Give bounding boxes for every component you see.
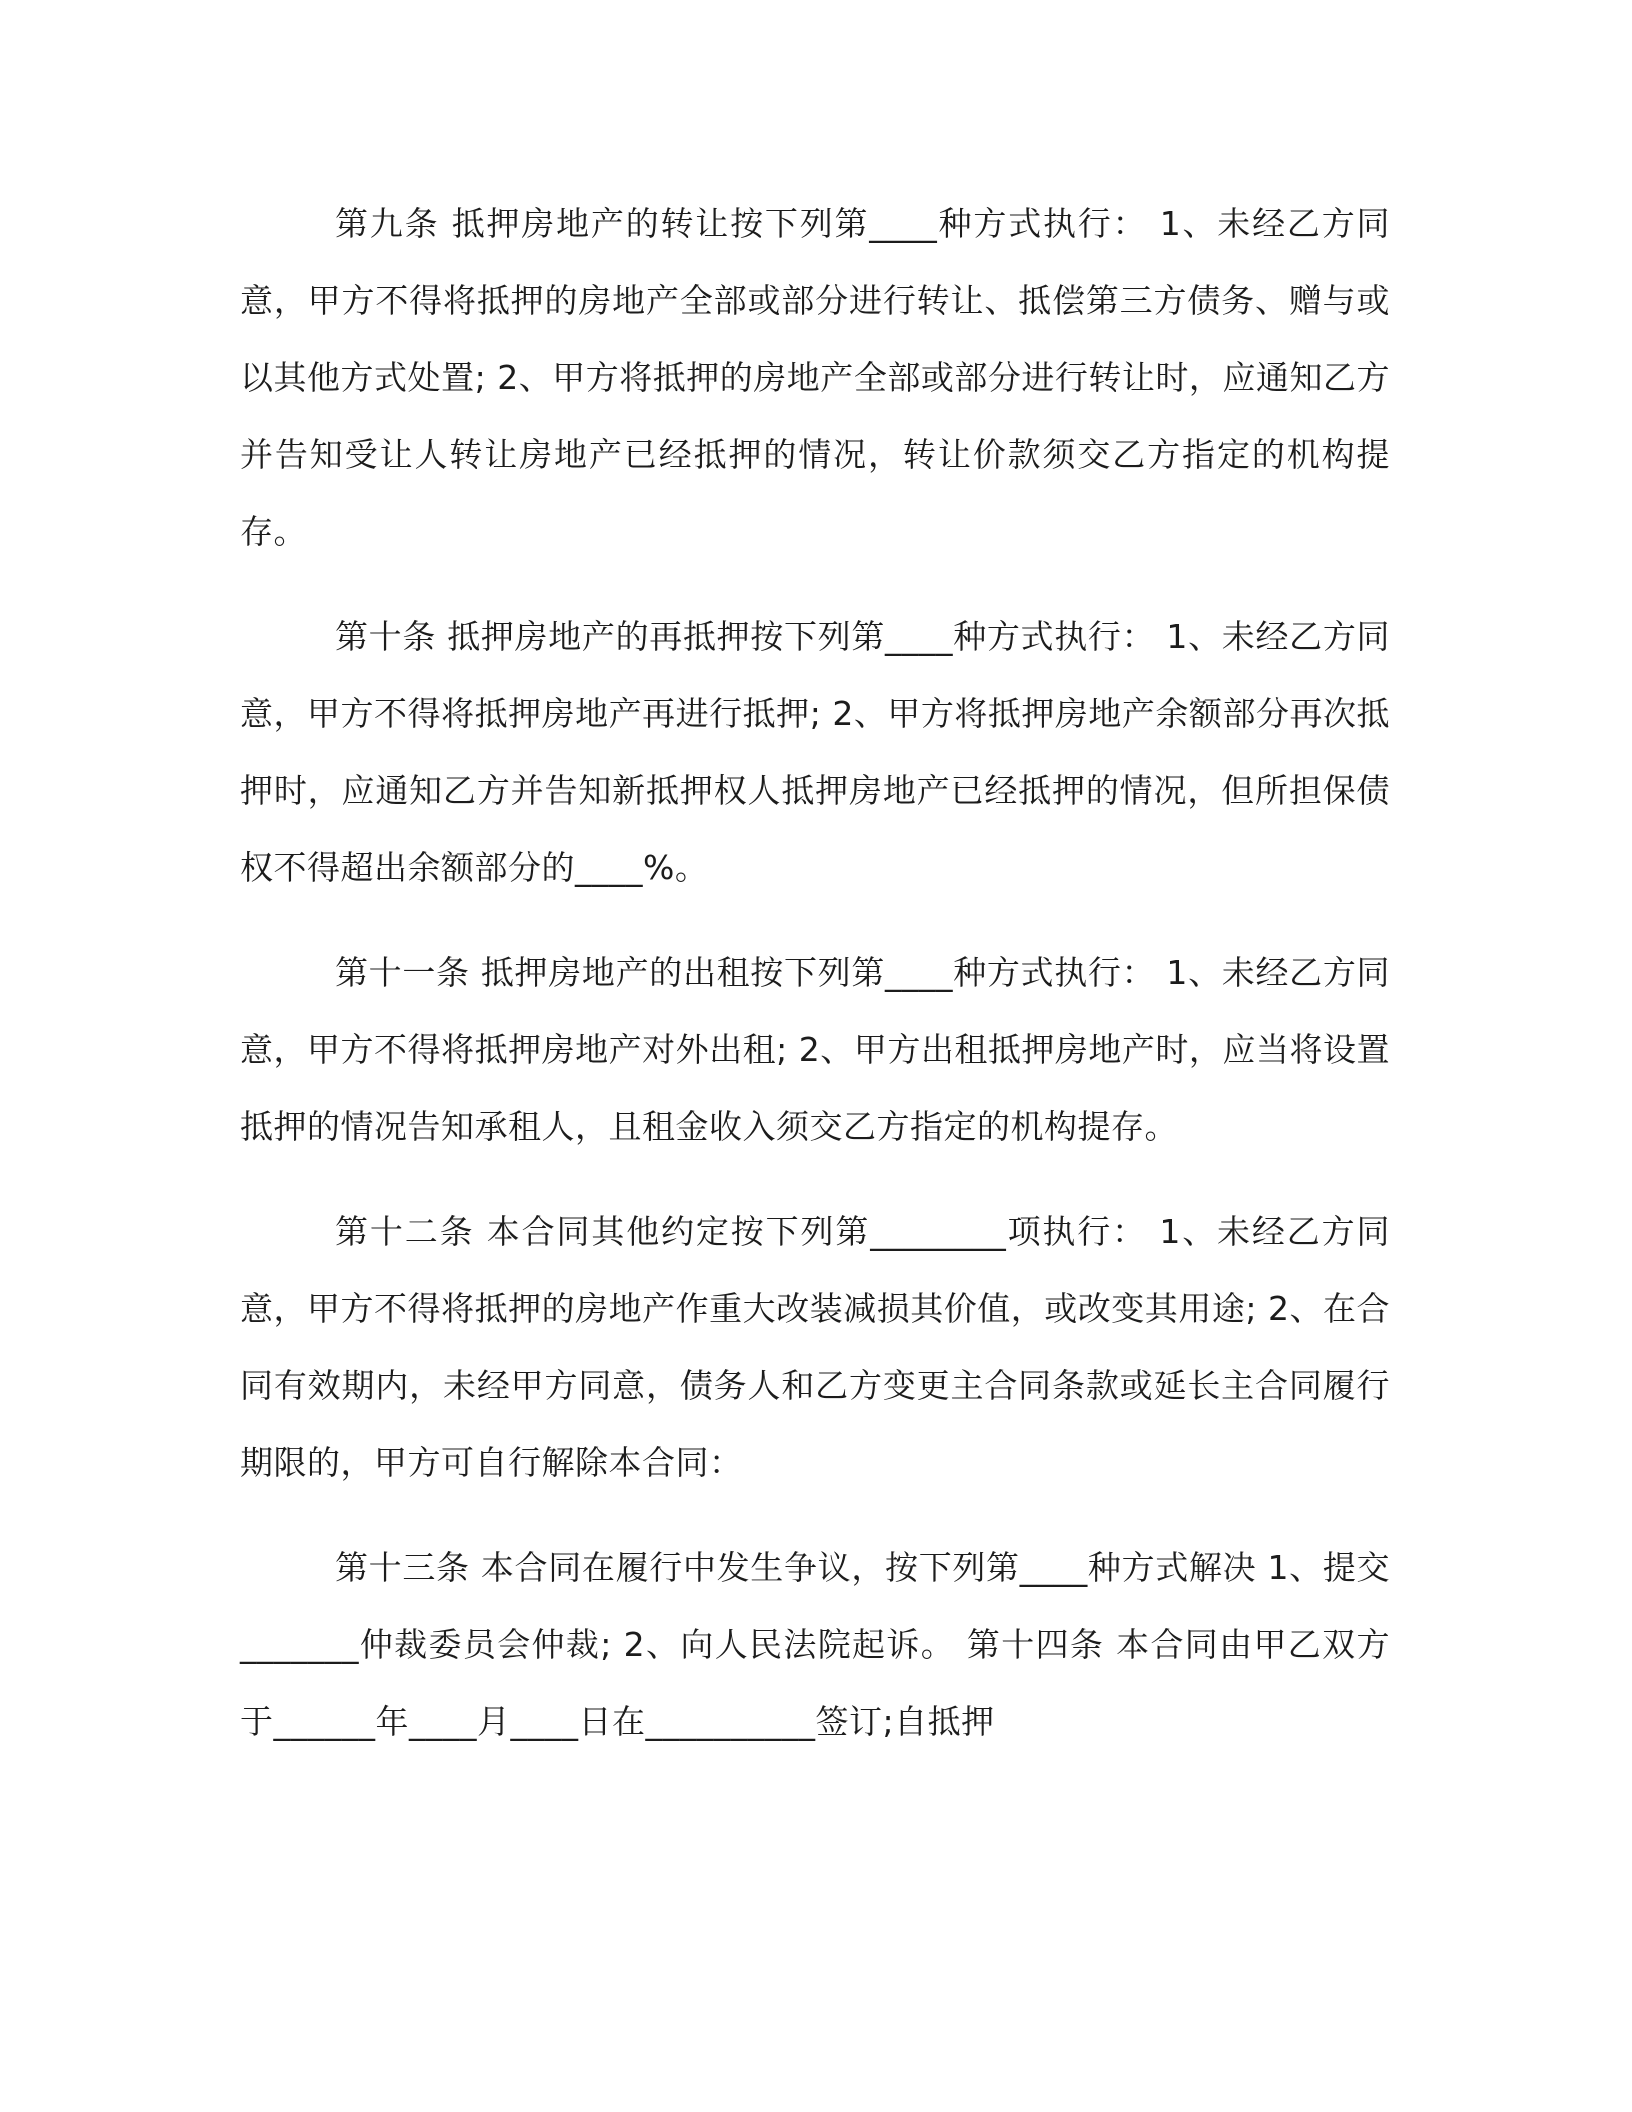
document-page: [240, 185, 1390, 1760]
article-11-paragraph: 第十一条 抵押房地产的出租按下列第____种方式执行： 1、未经乙方同意，甲方不得将抵押房地产对外出租; 2、甲方出租抵押房地产时，应当将设置抵押的情况告知承租人，且租金收入须交乙方指定的机构提存。: [240, 953, 1390, 1146]
article-12-paragraph: 第十二条 本合同其他约定按下列第________项执行： 1、未经乙方同意，甲方不得将抵押的房地产作重大改装减损其价值，或改变其用途; 2、在合同有效期内，未经甲方同意，债务人和乙方变更主合同条款或延长主合同履行期限的，甲方可自行解除本合同：: [240, 1212, 1390, 1482]
article-13-14-paragraph: 第十三条 本合同在履行中发生争议，按下列第____种方式解决 1、提交_______仲裁委员会仲裁; 2、向人民法院起诉。 第十四条 本合同由甲乙双方于______年____月____日在__________签订;自抵押: [240, 1548, 1390, 1741]
article-9-paragraph: 第九条 抵押房地产的转让按下列第____种方式执行： 1、未经乙方同意，甲方不得将抵押的房地产全部或部分进行转让、抵偿第三方债务、赠与或以其他方式处置; 2、甲方将抵押的房地产全部或部分进行转让时，应通知乙方并告知受让人转让房地产已经抵押的情况，转让价款须交乙方指定的机构提存。: [240, 204, 1390, 551]
article-10-paragraph: 第十条 抵押房地产的再抵押按下列第____种方式执行： 1、未经乙方同意，甲方不得将抵押房地产再进行抵押; 2、甲方将抵押房地产余额部分再次抵押时，应通知乙方并告知新抵押权人抵押房地产已经抵押的情况，但所担保债权不得超出余额部分的____%。: [240, 617, 1390, 887]
